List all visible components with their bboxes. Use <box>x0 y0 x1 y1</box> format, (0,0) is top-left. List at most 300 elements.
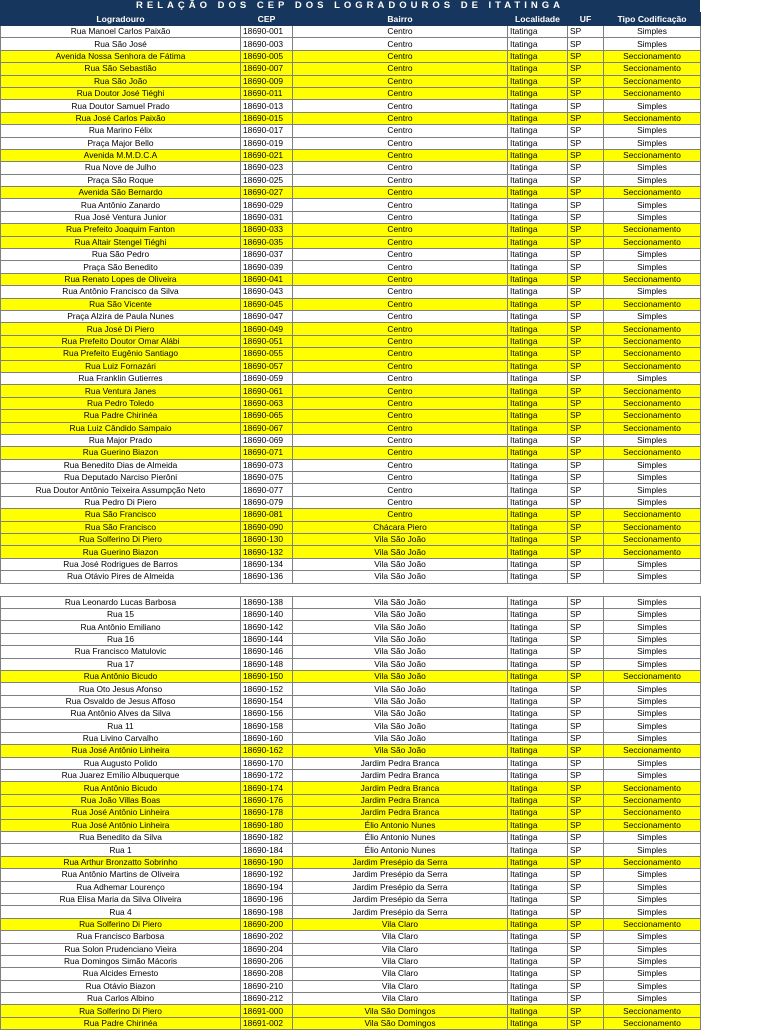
cell-localidade: Itatinga <box>508 447 568 459</box>
cell-bairro: Jardim Presépio da Serra <box>293 906 508 918</box>
cell-localidade: Itatinga <box>508 621 568 633</box>
header-cep: CEP <box>241 13 293 26</box>
table-row <box>1 633 701 645</box>
cell-localidade: Itatinga <box>508 224 568 236</box>
cell-uf: SP <box>568 546 604 558</box>
cell-cep: 18690-073 <box>241 459 293 471</box>
cell-cep: 18690-037 <box>241 249 293 261</box>
cell-bairro: Centro <box>293 397 508 409</box>
cell-logradouro: Rua Arthur Bronzatto Sobrinho <box>1 856 241 868</box>
table-row <box>1 807 701 819</box>
cell-tipo: Simples <box>604 732 701 744</box>
cell-cep: 18690-055 <box>241 348 293 360</box>
cell-uf: SP <box>568 137 604 149</box>
cell-uf: SP <box>568 385 604 397</box>
cell-cep: 18690-190 <box>241 856 293 868</box>
cell-bairro: Centro <box>293 112 508 124</box>
cell-cep: 18690-005 <box>241 50 293 62</box>
table-row <box>1 745 701 757</box>
cell-tipo: Seccionamento <box>604 807 701 819</box>
cell-logradouro: Rua Antônio Alves da Silva <box>1 708 241 720</box>
cell-logradouro: Rua Ventura Janes <box>1 385 241 397</box>
cell-localidade: Itatinga <box>508 1005 568 1017</box>
cell-logradouro: Rua Osvaldo de Jesus Affoso <box>1 695 241 707</box>
cell-tipo: Simples <box>604 993 701 1005</box>
page-break-gap <box>1 583 701 596</box>
cell-localidade: Itatinga <box>508 534 568 546</box>
cell-logradouro: Rua Benedito da Silva <box>1 832 241 844</box>
cell-logradouro: Rua Doutor Antônio Teixeira Assumpção Neto <box>1 484 241 496</box>
cell-tipo: Simples <box>604 434 701 446</box>
cell-tipo: Simples <box>604 100 701 112</box>
cell-tipo: Simples <box>604 372 701 384</box>
cell-cep: 18690-178 <box>241 807 293 819</box>
cell-tipo: Simples <box>604 596 701 608</box>
cell-cep: 18690-090 <box>241 521 293 533</box>
cell-localidade: Itatinga <box>508 137 568 149</box>
gap-cell <box>568 583 604 596</box>
table-row <box>1 856 701 868</box>
table-row <box>1 162 701 174</box>
cell-bairro: Jardim Presépio da Serra <box>293 856 508 868</box>
cell-tipo: Simples <box>604 683 701 695</box>
cell-localidade: Itatinga <box>508 819 568 831</box>
cell-cep: 18690-208 <box>241 968 293 980</box>
cell-cep: 18690-142 <box>241 621 293 633</box>
table-row <box>1 670 701 682</box>
cell-uf: SP <box>568 881 604 893</box>
cell-cep: 18690-019 <box>241 137 293 149</box>
cell-tipo: Simples <box>604 844 701 856</box>
table-row <box>1 187 701 199</box>
cell-uf: SP <box>568 335 604 347</box>
cell-uf: SP <box>568 856 604 868</box>
cell-localidade: Itatinga <box>508 26 568 38</box>
cell-logradouro: Avenida Nossa Senhora de Fátima <box>1 50 241 62</box>
cell-uf: SP <box>568 459 604 471</box>
cell-bairro: Vila São João <box>293 596 508 608</box>
cell-cep: 18690-156 <box>241 708 293 720</box>
header-tipo: Tipo Codificação <box>604 13 701 26</box>
cell-logradouro: Rua Marino Félix <box>1 125 241 137</box>
cell-tipo: Seccionamento <box>604 348 701 360</box>
cell-localidade: Itatinga <box>508 211 568 223</box>
cell-uf: SP <box>568 348 604 360</box>
cell-tipo: Simples <box>604 980 701 992</box>
cell-localidade: Itatinga <box>508 968 568 980</box>
table-row <box>1 621 701 633</box>
cell-localidade: Itatinga <box>508 496 568 508</box>
cell-uf: SP <box>568 162 604 174</box>
cell-uf: SP <box>568 236 604 248</box>
cell-tipo: Seccionamento <box>604 670 701 682</box>
cell-localidade: Itatinga <box>508 943 568 955</box>
cell-bairro: Vila São João <box>293 558 508 570</box>
cell-cep: 18690-152 <box>241 683 293 695</box>
cell-bairro: Vila São João <box>293 658 508 670</box>
table-row <box>1 534 701 546</box>
cell-bairro: Chácara Piero <box>293 521 508 533</box>
header-logradouro: Logradouro <box>1 13 241 26</box>
cell-localidade: Itatinga <box>508 881 568 893</box>
cell-tipo: Seccionamento <box>604 87 701 99</box>
cell-localidade: Itatinga <box>508 807 568 819</box>
cell-logradouro: Rua Alcides Ernesto <box>1 968 241 980</box>
cell-logradouro: Rua São Sebastião <box>1 63 241 75</box>
cell-uf: SP <box>568 298 604 310</box>
table-row <box>1 286 701 298</box>
cell-localidade: Itatinga <box>508 310 568 322</box>
cell-uf: SP <box>568 646 604 658</box>
cell-bairro: Jardim Presépio da Serra <box>293 881 508 893</box>
cell-cep: 18690-061 <box>241 385 293 397</box>
cell-logradouro: Praça São Benedito <box>1 261 241 273</box>
table-row <box>1 372 701 384</box>
cell-logradouro: Rua Prefeito Doutor Omar Alábi <box>1 335 241 347</box>
table-row <box>1 782 701 794</box>
cell-localidade: Itatinga <box>508 187 568 199</box>
cell-bairro: Centro <box>293 484 508 496</box>
cell-uf: SP <box>568 484 604 496</box>
cell-tipo: Seccionamento <box>604 236 701 248</box>
table-row <box>1 832 701 844</box>
cell-logradouro: Rua Elisa Maria da Silva Oliveira <box>1 893 241 905</box>
table-row <box>1 943 701 955</box>
cell-uf: SP <box>568 968 604 980</box>
cell-uf: SP <box>568 249 604 261</box>
cell-uf: SP <box>568 782 604 794</box>
cell-uf: SP <box>568 558 604 570</box>
cell-tipo: Seccionamento <box>604 1005 701 1017</box>
cell-logradouro: Rua Pedro Di Piero <box>1 496 241 508</box>
cell-uf: SP <box>568 732 604 744</box>
cell-tipo: Simples <box>604 955 701 967</box>
table-row <box>1 75 701 87</box>
cell-bairro: Centro <box>293 360 508 372</box>
cell-cep: 18690-045 <box>241 298 293 310</box>
cell-bairro: Centro <box>293 434 508 446</box>
cell-bairro: Jardim Pedra Branca <box>293 757 508 769</box>
cell-cep: 18690-035 <box>241 236 293 248</box>
table-row <box>1 199 701 211</box>
cell-bairro: Centro <box>293 125 508 137</box>
cell-tipo: Seccionamento <box>604 782 701 794</box>
cell-tipo: Simples <box>604 249 701 261</box>
cell-cep: 18690-065 <box>241 410 293 422</box>
cell-localidade: Itatinga <box>508 38 568 50</box>
cell-tipo: Simples <box>604 608 701 620</box>
cell-logradouro: Rua Manoel Carlos Paixão <box>1 26 241 38</box>
cell-tipo: Simples <box>604 770 701 782</box>
cell-tipo: Seccionamento <box>604 745 701 757</box>
cell-uf: SP <box>568 633 604 645</box>
table-row <box>1 211 701 223</box>
cell-localidade: Itatinga <box>508 348 568 360</box>
cell-bairro: Vila Claro <box>293 931 508 943</box>
cell-bairro: Centro <box>293 137 508 149</box>
cell-cep: 18690-154 <box>241 695 293 707</box>
cell-localidade: Itatinga <box>508 893 568 905</box>
cell-uf: SP <box>568 199 604 211</box>
cell-bairro: Vila São João <box>293 720 508 732</box>
cell-tipo: Simples <box>604 137 701 149</box>
table-row <box>1 558 701 570</box>
cell-logradouro: Rua São Pedro <box>1 249 241 261</box>
cell-cep: 18690-144 <box>241 633 293 645</box>
cell-localidade: Itatinga <box>508 521 568 533</box>
table-row <box>1 236 701 248</box>
cell-bairro: Jardim Pedra Branca <box>293 794 508 806</box>
cell-cep: 18690-150 <box>241 670 293 682</box>
cell-localidade: Itatinga <box>508 670 568 682</box>
cell-logradouro: Rua Padre Chirinéa <box>1 410 241 422</box>
cell-cep: 18690-003 <box>241 38 293 50</box>
cell-tipo: Simples <box>604 658 701 670</box>
cell-uf: SP <box>568 695 604 707</box>
cell-bairro: Vila São Domingos <box>293 1005 508 1017</box>
table-row <box>1 410 701 422</box>
cell-logradouro: Rua Benedito Dias de Almeida <box>1 459 241 471</box>
cell-tipo: Simples <box>604 26 701 38</box>
cell-tipo: Simples <box>604 286 701 298</box>
cell-bairro: Vila São Domingos <box>293 1017 508 1029</box>
cell-logradouro: Avenida M.M.D.C.A <box>1 149 241 161</box>
cell-bairro: Centro <box>293 261 508 273</box>
cell-tipo: Simples <box>604 893 701 905</box>
cell-logradouro: Rua Antônio Bicudo <box>1 782 241 794</box>
cell-localidade: Itatinga <box>508 546 568 558</box>
table-row <box>1 893 701 905</box>
cell-uf: SP <box>568 1017 604 1029</box>
cell-tipo: Simples <box>604 881 701 893</box>
cell-tipo: Simples <box>604 571 701 583</box>
cell-bairro: Vila São João <box>293 646 508 658</box>
cell-uf: SP <box>568 993 604 1005</box>
cell-uf: SP <box>568 112 604 124</box>
cell-localidade: Itatinga <box>508 608 568 620</box>
cell-logradouro: Rua Pedro Toledo <box>1 397 241 409</box>
cell-bairro: Centro <box>293 211 508 223</box>
table-row <box>1 447 701 459</box>
cell-logradouro: Rua José Antônio Linheira <box>1 819 241 831</box>
cell-localidade: Itatinga <box>508 782 568 794</box>
cell-tipo: Seccionamento <box>604 819 701 831</box>
cell-cep: 18691-002 <box>241 1017 293 1029</box>
cell-localidade: Itatinga <box>508 174 568 186</box>
cell-logradouro: Rua Solon Prudenciano Vieira <box>1 943 241 955</box>
cell-localidade: Itatinga <box>508 434 568 446</box>
cell-logradouro: Rua Antônio Martins de Oliveira <box>1 869 241 881</box>
cell-logradouro: Rua Leonardo Lucas Barbosa <box>1 596 241 608</box>
cell-tipo: Simples <box>604 199 701 211</box>
cell-logradouro: Rua Francisco Barbosa <box>1 931 241 943</box>
table-row <box>1 310 701 322</box>
table-row <box>1 844 701 856</box>
cell-bairro: Vila Claro <box>293 968 508 980</box>
cell-cep: 18690-017 <box>241 125 293 137</box>
cell-tipo: Seccionamento <box>604 298 701 310</box>
cell-cep: 18690-194 <box>241 881 293 893</box>
cell-uf: SP <box>568 794 604 806</box>
cell-uf: SP <box>568 360 604 372</box>
cell-bairro: Vila São João <box>293 621 508 633</box>
cell-tipo: Seccionamento <box>604 918 701 930</box>
cell-logradouro: Rua João Villas Boas <box>1 794 241 806</box>
cell-bairro: Centro <box>293 199 508 211</box>
cell-tipo: Seccionamento <box>604 1017 701 1029</box>
cell-uf: SP <box>568 670 604 682</box>
cell-uf: SP <box>568 955 604 967</box>
cell-tipo: Seccionamento <box>604 224 701 236</box>
cell-uf: SP <box>568 757 604 769</box>
cell-tipo: Simples <box>604 472 701 484</box>
cell-logradouro: Rua José Antônio Linheira <box>1 807 241 819</box>
cell-cep: 18690-033 <box>241 224 293 236</box>
cell-bairro: Vila São João <box>293 571 508 583</box>
cell-bairro: Jardim Pedra Branca <box>293 807 508 819</box>
table-row <box>1 683 701 695</box>
cell-localidade: Itatinga <box>508 931 568 943</box>
table-row <box>1 484 701 496</box>
cell-tipo: Simples <box>604 621 701 633</box>
cell-bairro: Vila São João <box>293 683 508 695</box>
table-row <box>1 757 701 769</box>
table-row <box>1 174 701 186</box>
cell-localidade: Itatinga <box>508 286 568 298</box>
cell-cep: 18690-041 <box>241 273 293 285</box>
cell-localidade: Itatinga <box>508 571 568 583</box>
cell-cep: 18690-180 <box>241 819 293 831</box>
cell-bairro: Centro <box>293 100 508 112</box>
cell-tipo: Seccionamento <box>604 63 701 75</box>
cell-logradouro: Rua São Francisco <box>1 521 241 533</box>
cell-tipo: Simples <box>604 125 701 137</box>
cell-localidade: Itatinga <box>508 323 568 335</box>
cell-bairro: Centro <box>293 75 508 87</box>
cell-bairro: Centro <box>293 162 508 174</box>
table-row <box>1 1005 701 1017</box>
table-row <box>1 472 701 484</box>
cell-bairro: Centro <box>293 224 508 236</box>
cell-cep: 18690-067 <box>241 422 293 434</box>
cell-tipo: Seccionamento <box>604 422 701 434</box>
cell-localidade: Itatinga <box>508 422 568 434</box>
cell-cep: 18690-007 <box>241 63 293 75</box>
cell-bairro: Vila Claro <box>293 993 508 1005</box>
cell-logradouro: Rua Nove de Julho <box>1 162 241 174</box>
cell-tipo: Seccionamento <box>604 397 701 409</box>
cell-tipo: Simples <box>604 968 701 980</box>
table-row <box>1 422 701 434</box>
cell-localidade: Itatinga <box>508 757 568 769</box>
cell-tipo: Seccionamento <box>604 856 701 868</box>
table-row <box>1 273 701 285</box>
cell-cep: 18690-206 <box>241 955 293 967</box>
cell-bairro: Jardim Presépio da Serra <box>293 893 508 905</box>
cell-cep: 18690-160 <box>241 732 293 744</box>
cell-bairro: Élio Antonio Nunes <box>293 819 508 831</box>
cell-localidade: Itatinga <box>508 87 568 99</box>
cell-bairro: Centro <box>293 496 508 508</box>
cell-tipo: Seccionamento <box>604 335 701 347</box>
cell-uf: SP <box>568 509 604 521</box>
table-row <box>1 546 701 558</box>
table-row <box>1 869 701 881</box>
cell-bairro: Vila São João <box>293 745 508 757</box>
cell-uf: SP <box>568 521 604 533</box>
cell-bairro: Élio Antonio Nunes <box>293 832 508 844</box>
cell-cep: 18690-140 <box>241 608 293 620</box>
cell-bairro: Vila Claro <box>293 980 508 992</box>
cell-logradouro: Rua 11 <box>1 720 241 732</box>
table-row <box>1 732 701 744</box>
cell-cep: 18690-049 <box>241 323 293 335</box>
cell-uf: SP <box>568 918 604 930</box>
cell-logradouro: Rua Antônio Bicudo <box>1 670 241 682</box>
cell-localidade: Itatinga <box>508 199 568 211</box>
cell-localidade: Itatinga <box>508 708 568 720</box>
table-row <box>1 149 701 161</box>
table-row <box>1 137 701 149</box>
gap-cell <box>604 583 701 596</box>
table-row <box>1 459 701 471</box>
table-row <box>1 608 701 620</box>
cell-cep: 18690-071 <box>241 447 293 459</box>
cell-bairro: Centro <box>293 174 508 186</box>
cell-localidade: Itatinga <box>508 832 568 844</box>
cell-logradouro: Rua Doutor José Tiéghi <box>1 87 241 99</box>
cell-cep: 18690-013 <box>241 100 293 112</box>
cell-cep: 18690-011 <box>241 87 293 99</box>
cell-logradouro: Rua Solferino Di Piero <box>1 534 241 546</box>
cell-cep: 18690-081 <box>241 509 293 521</box>
cell-uf: SP <box>568 931 604 943</box>
cell-localidade: Itatinga <box>508 720 568 732</box>
cell-uf: SP <box>568 174 604 186</box>
cell-cep: 18690-182 <box>241 832 293 844</box>
cell-localidade: Itatinga <box>508 844 568 856</box>
cell-logradouro: Rua Altair Stengel Tiéghi <box>1 236 241 248</box>
cell-logradouro: Rua São Francisco <box>1 509 241 521</box>
cell-bairro: Centro <box>293 385 508 397</box>
cell-logradouro: Praça São Roque <box>1 174 241 186</box>
cell-cep: 18690-031 <box>241 211 293 223</box>
cell-bairro: Centro <box>293 273 508 285</box>
table-row <box>1 770 701 782</box>
cell-localidade: Itatinga <box>508 50 568 62</box>
cell-cep: 18690-162 <box>241 745 293 757</box>
cell-localidade: Itatinga <box>508 745 568 757</box>
cell-logradouro: Rua Antônio Francisco da Silva <box>1 286 241 298</box>
cell-localidade: Itatinga <box>508 794 568 806</box>
cell-localidade: Itatinga <box>508 249 568 261</box>
cell-cep: 18690-130 <box>241 534 293 546</box>
cell-cep: 18690-202 <box>241 931 293 943</box>
cell-uf: SP <box>568 596 604 608</box>
cell-logradouro: Rua Deputado Narciso Pierôni <box>1 472 241 484</box>
cell-tipo: Seccionamento <box>604 794 701 806</box>
gap-cell <box>1 583 241 596</box>
cell-bairro: Centro <box>293 335 508 347</box>
cell-logradouro: Rua José Antônio Linheira <box>1 745 241 757</box>
cell-bairro: Jardim Pedra Branca <box>293 770 508 782</box>
cell-logradouro: Rua Otávio Biazon <box>1 980 241 992</box>
table-row <box>1 708 701 720</box>
table-row <box>1 819 701 831</box>
cell-logradouro: Rua São Vicente <box>1 298 241 310</box>
cell-logradouro: Rua Luiz Fornazári <box>1 360 241 372</box>
cell-cep: 18690-027 <box>241 187 293 199</box>
